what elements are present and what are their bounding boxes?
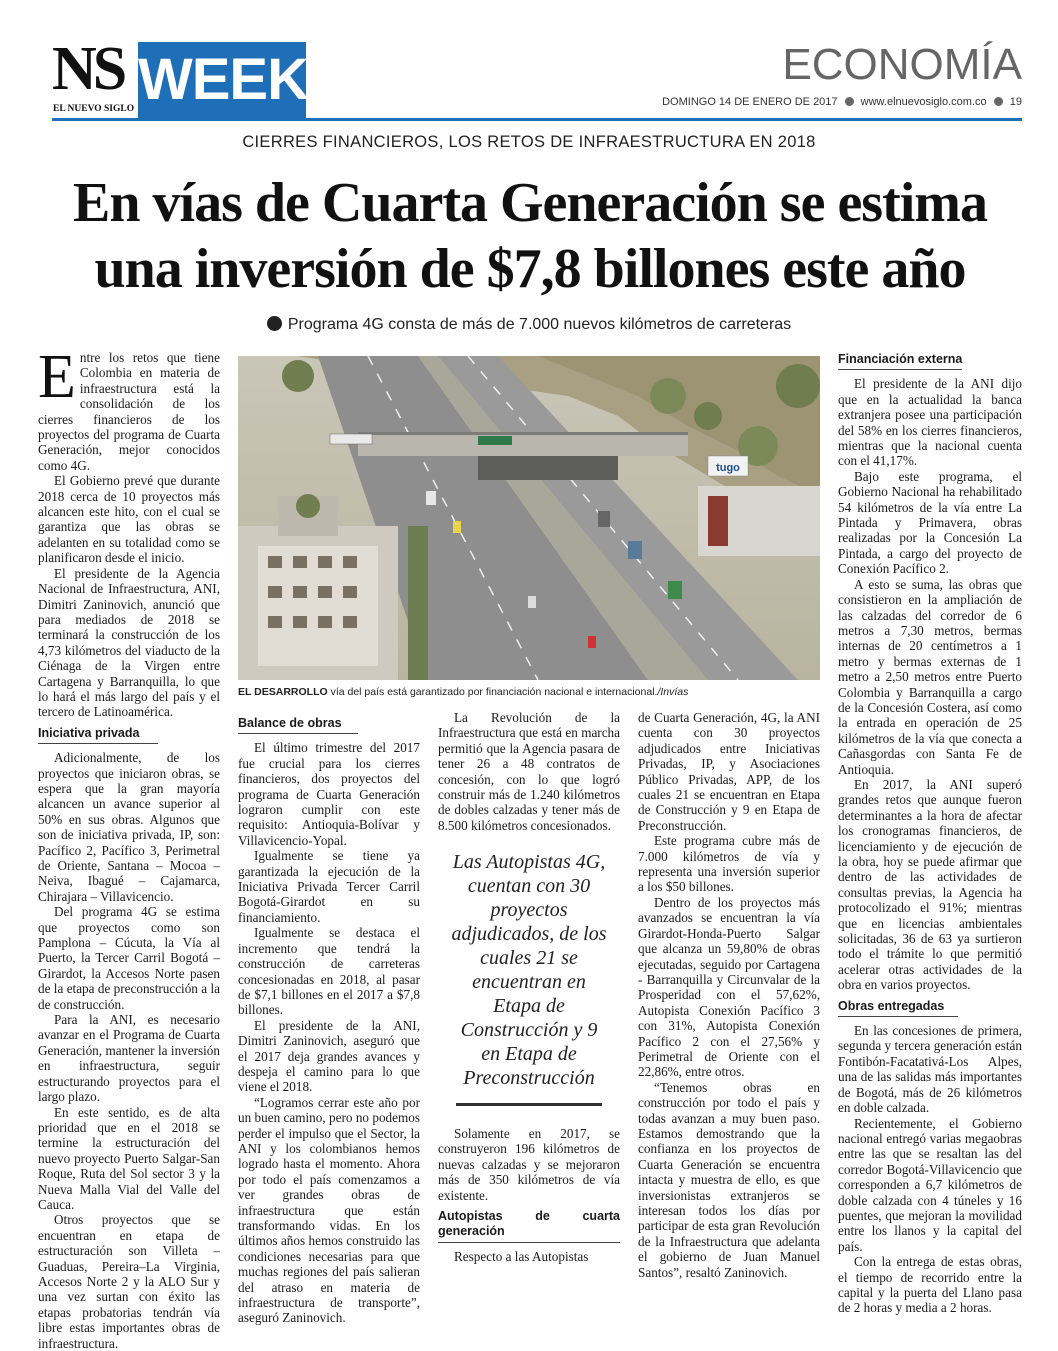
paragraph: El presidente de la ANI dijo que en la actualidad la banca extranjera posee una participación del 58% en los cierres financieros, mientras que la nacional cuenta con el 41,17%. [838, 376, 1022, 469]
headline-line-2: una inversión de $7,8 billones este año [94, 238, 966, 300]
paragraph: Para la ANI, es necesario avanzar en el Programa de Cuarta Generación, mantener la inversión en infraestructura, seguir estructurando proyectos para el largo plazo. [38, 1012, 220, 1105]
paragraph: “Tenemos obras en construcción por todo el país y todas avanzan a muy buen paso. Estamos demostrando que la confianza en los proyectos de Cuarta Generación se encuentra intacta y muestra de ello, es que inversionistas extranjeros se interesan todos los días por participar de esta gran Revolución de la Infraestructura que adelanta el gobierno de Juan Manuel Santos”, resaltó Zaninovich. [638, 1079, 820, 1280]
paragraph: El último trimestre del 2017 fue crucial para los cierres financieros, dos proyectos del programa de Cuarta Generación lograron cumplir con este requisito: Antioquia-Bolívar y Villavicencio-Yopal. [238, 740, 420, 848]
paragraph: El Gobierno prevé que durante 2018 cerca de 10 proyectos más alcancen este hito, con el cual se garantiza que las obras se adelanten en su totalidad como se planificaron desde el inicio. [38, 473, 220, 566]
masthead-rule [52, 118, 1022, 121]
article-kicker: CIERRES FINANCIEROS, LOS RETOS DE INFRAESTRUCTURA EN 2018 [242, 133, 816, 151]
section-title: ECONOMÍA [782, 40, 1022, 89]
subheading: Financiación externa [838, 352, 962, 370]
paragraph: A esto se suma, las obras que consistieron en la ampliación de las calzadas del corredor de 6 metros a 7,30 metros, bermas internas de 20 centímetros a 1 metro y bermas externas de 1 metro a 2,50 metros entre Puerto Colombia y Barranquilla a cargo de la Concesión Costera, así como la entrada en operación de 25 kilómetros de la vía que conecta a Cañasgordas con Santa Fe de Antioquia. [838, 576, 1022, 777]
paragraph: En este sentido, es de alta prioridad que en el 2018 se termine la estructuración del nuevo proyecto Puerto Salgar-San Roque, Ruta del Sol sector 3 y la Nueva Malla Vial del Valle del Cauca. [38, 1104, 220, 1212]
paragraph: Solamente en 2017, se construyeron 196 kilómetros de nuevas calzadas y se mejoraron más de 350 kilómetros de vía existente. [438, 1126, 620, 1203]
column-5 [838, 346, 1022, 1316]
paragraph: Igualmente se tiene ya garantizada la ejecución de la Iniciativa Privada Tercer Carril Bogotá-Girardot en su financiamiento. [238, 848, 420, 925]
headline-line-1: En vías de Cuarta Generación se estima [73, 172, 987, 234]
subheading: Autopistas de cuarta generación [438, 1209, 620, 1243]
column-3-bottom [438, 1126, 620, 1264]
deck-text: Programa 4G consta de más de 7.000 nuevos kilómetros de carreteras [287, 316, 792, 333]
caption-lead: EL DESARROLLO [238, 686, 328, 698]
newspaper-logo[interactable] [52, 35, 135, 118]
dateline [662, 96, 1022, 108]
pull-quote-rule [456, 1103, 602, 1106]
paragraph: El presidente de la ANI, Dimitri Zaninovich, aseguró que el 2017 deja grandes avances y despeja el camino para lo que viene el 2018. [238, 1017, 420, 1095]
bullet-dot-icon [994, 97, 1003, 106]
column-2 [238, 710, 420, 1326]
highway-photo[interactable] [238, 356, 820, 680]
issue-date: DOMINGO 14 DE ENERO DE 2017 [662, 96, 838, 108]
paragraph: Bajo este programa, el Gobierno Nacional ha rehabilitado 54 kilómetros de la vía entre La Pintada y Primavera, obras realizadas por la Concesión La Pintada, a cargo del proyecto de Conexión Pacífico 2. [838, 468, 1022, 577]
highway-illustration [238, 356, 820, 680]
paragraph: Dentro de los proyectos más avanzados se encuentran la vía Girardot-Honda-Puerto Salgar que alcanza un 59,80% de obras ejecutadas, seguido por Cartagena - Barranquilla y Circunvalar de la Prosperidad con el 57,62%, Autopista Conexión Pacífico 3 con 31%, Autopista Conexión Pacífico 2 con el 27,56% y Perimetral de Oriente con el 22,86%, entre otros. [638, 894, 820, 1080]
subheading: Iniciativa privada [38, 726, 158, 744]
paragraph: Igualmente se destaca el incremento que tendrá la construcción de carreteras concesionadas en 2018, al pasar de $7,1 billones en el 2017 a $7,8 billones. [238, 925, 420, 1018]
paragraph: En las concesiones de primera, segunda y tercera generación están Fontibón-Facatativá-Los Alpes, una de las salidas más importantes de Bogotá, más de 26 kilómetros en doble calzada. [838, 1023, 1022, 1116]
column-3 [438, 710, 620, 833]
logo-subtitle: EL NUEVO SIGLO [53, 104, 135, 114]
paragraph: Con la entrega de estas obras, el tiempo de recorrido entre la capital y la puerta del Llano pasa de 2 horas y media a 2 horas. [838, 1254, 1022, 1316]
page-number: 19 [1009, 96, 1022, 108]
paragraph: Otros proyectos que se encuentran en etapa de estructuración son Villeta – Guaduas, Pereira–La Virginia, Accesos Norte 2 y la ALO Sur y una vez surtan con éxito las etapas probatorias tendrán vía libre estas importantes obras de infraestructura. [38, 1212, 220, 1351]
pull-quote: Las Autopistas 4G, cuentan con 30 proyectos adjudicados, de los cuales 21 se encuentran en Etapa de Construcción y 9 en Etapa de Preconstrucción [451, 851, 607, 1089]
paragraph: “Logramos cerrar este año por un buen camino, pero no podemos perder el impulso que el Sector, la ANI y los colombianos hemos logrado hasta el momento. Ahora por todo el país comenzamos a ver grandes obras de infraestructura que están transformando vidas. En los últimos años hemos construido las condiciones necesarias para que muchas regiones del país salieran del atraso en materia de infraestructura de transporte”, aseguró Zaninovich. [238, 1094, 420, 1326]
article-headline [30, 170, 1030, 302]
drop-cap: E [38, 343, 76, 411]
column-1 [38, 343, 220, 1351]
paragraph: Recientemente, el Gobierno nacional entregó varias megaobras entre las que se resaltan las del corredor Bogotá-Villavicencio que corresponden a 6,7 kilómetros de doble calzada con 4 túneles y 16 puentes, que mejoran la movilidad entre los llanos y la capital del país. [838, 1115, 1022, 1254]
paragraph: En 2017, la ANI superó grandes retos que aunque fueron determinantes a la hora de afectar los cronogramas financieros, de licenciamiento y de ejecución de la obra, hoy se puede afirmar que dentro de las actividades de consultas previas, la Agencia ha protocolizado el 91%; mientras que en licencias ambientales solicitadas, 36 de 63 ya surtieron todo el trámite lo que permitió acelerar otras actividades de la obra en varios proyectos. [838, 776, 1022, 993]
paragraph: de Cuarta Generación, 4G, la ANI cuenta con 30 proyectos adjudicados entre Iniciativas Privadas, IP, y Asociaciones Público Privadas, APP, de los cuales 21 se encuentran en Etapa de Construcción y 9 en Etapa de Preconstrucción. [638, 710, 820, 833]
caption-credit: /Invías [657, 686, 689, 698]
logo-letters: NS [52, 35, 124, 103]
masthead [52, 35, 1022, 122]
paragraph: Respecto a las Autopistas [454, 1248, 589, 1264]
paragraph: La Revolución de la Infraestructura que está en marcha permitió que la Agencia pasara de tener 26 a 48 contratos de concesión, con lo que logró construir más de 1.240 kilómetros de dobles calzadas y tener más de 8.500 kilómetros concesionados. [438, 710, 620, 833]
column-4 [638, 710, 820, 1280]
paragraph: ntre los retos que tiene Colombia en materia de infraestructura está la consolidación de los cierres financieros de los proyectos del programa de Cuarta Generación, mejor conocidos como 4G. [38, 350, 220, 473]
paragraph: Este programa cubre más de 7.000 kilómetros de vía y representa una inversión superior a los $50 billones. [638, 833, 820, 895]
subheading: Obras entregadas [838, 999, 958, 1017]
subheading: Balance de obras [238, 716, 358, 734]
bullet-dot-icon [845, 97, 854, 106]
paragraph: Del programa 4G se estima que proyectos como son Pamplona – Cúcuta, la Vía al Puerto, la Tercer Carril Bogotá – Girardot, la Accesos Norte pasen de la etapa de preconstrucción a la de construcción. [38, 904, 220, 1012]
paragraph: Adicionalmente, de los proyectos que iniciaron obras, se espera que la gran mayoría alcancen un avance superior al 50% en sus obras. Algunos que son de iniciativa privada, IP, son: Pacífico 2, Pacífico 3, Perimetral de Oriente, Santana – Mocoa – Neiva, Ibagué – Cajamarca, Chirajara – Villavicencio. [38, 750, 220, 904]
week-badge: WEEK [138, 42, 306, 118]
website-link[interactable]: www.elnuevosiglo.com.co [860, 96, 987, 108]
paragraph: El presidente de la Agencia Nacional de Infraestructura, ANI, Dimitri Zaninovich, anunció que para mediados de 2018 se terminará la construcción de los 4,73 kilómetros del viaducto de la Ciénaga de la Virgen entre Cartagena y Barranquilla, lo que lo hará el más largo del país y el tercero de Latinoamérica. [38, 565, 220, 720]
caption-text: vía del país está garantizado por financiación nacional e internacional. [327, 686, 658, 698]
article-deck [0, 316, 1058, 334]
bullet-icon [267, 316, 282, 331]
store-sign: tugo [716, 462, 740, 474]
photo-caption [238, 686, 820, 698]
